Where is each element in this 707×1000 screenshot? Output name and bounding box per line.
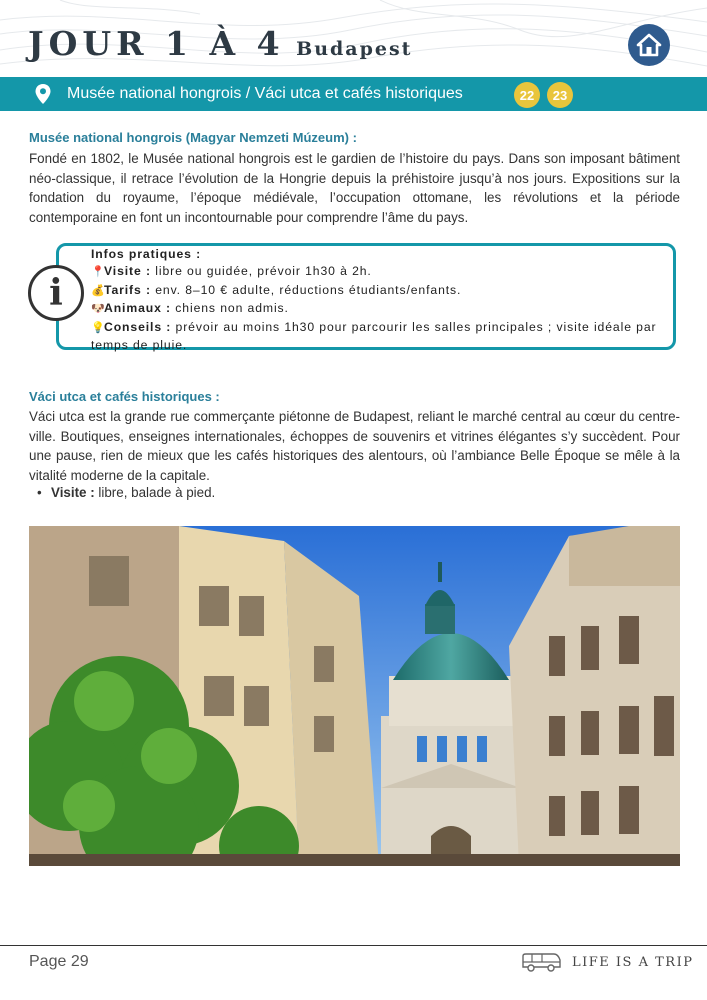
badge-22[interactable]: 22 [514,82,540,108]
paragraph-museum: Fondé en 1802, le Musée national hongrois est le gardien de l’histoire du pays. Dans son imposant bâtiment néo-classique, il retrace l’évolution de la Hongrie depuis la préhistoire jusqu’à nos jours. Expositions sur la fondation du royaume, l’époque médiévale, l’occupation ottomane, les révolutions et la période contemporaine en font un incontournable pour comprendre l’âme du pays. [29,151,680,225]
paragraph-vaci: Váci utca est la grande rue commerçante piétonne de Budapest, reliant le marché central au cœur du centre-ville. Boutiques, enseignes internationales, échoppes de souvenirs et vitrines élégantes s’y succèdent. Pour une pause, rien de mieux que les cafés historiques des alentours, où l’ambiance Belle Époque se mêle à la vitalité moderne de la capitale. [29,409,680,483]
van-icon [520,952,562,972]
info-item-tarifs: 💰Tarifs : env. 8–10 € adulte, réductions étudiants/enfants. [91,282,673,300]
info-item-visite: 📍Visite : libre ou guidée, prévoir 1h30 à 2h. [91,263,673,281]
page-title [28,24,412,63]
home-icon [636,33,662,57]
section-title-museum: Musée national hongrois (Magyar Nemzeti Múzeum) : [29,130,357,145]
title-city: Budapest [296,38,413,60]
photo-basilica-street [29,526,680,866]
info-content [91,246,673,354]
section-title-vaci: Váci utca et cafés historiques : [29,389,220,404]
money-bag-icon: 💰 [91,284,105,297]
banner-text: Musée national hongrois / Váci utca et cafés historiques [67,85,463,102]
info-item-animaux: 🐶Animaux : chiens non admis. [91,300,673,318]
footer-divider [0,945,707,946]
dog-icon: 🐶 [91,303,105,316]
map-pin-icon [34,83,52,105]
page-number: Page 29 [29,953,89,970]
title-main: JOUR 1 À 4 [28,24,285,63]
pin-emoji-icon: 📍 [91,266,105,279]
list-item: • Visite : libre, balade à pied. [37,485,216,500]
info-item-conseils: 💡Conseils : prévoir au moins 1h30 pour parcourir les salles principales ; visite idéale par temps de pluie. [91,319,657,353]
brand-name: LIFE IS A TRIP [572,955,694,970]
home-button[interactable] [628,24,670,66]
location-banner [0,77,707,111]
info-icon: i [28,265,84,321]
info-heading: Infos pratiques : [91,247,202,261]
badge-23[interactable]: 23 [547,82,573,108]
lightbulb-icon: 💡 [91,321,105,334]
